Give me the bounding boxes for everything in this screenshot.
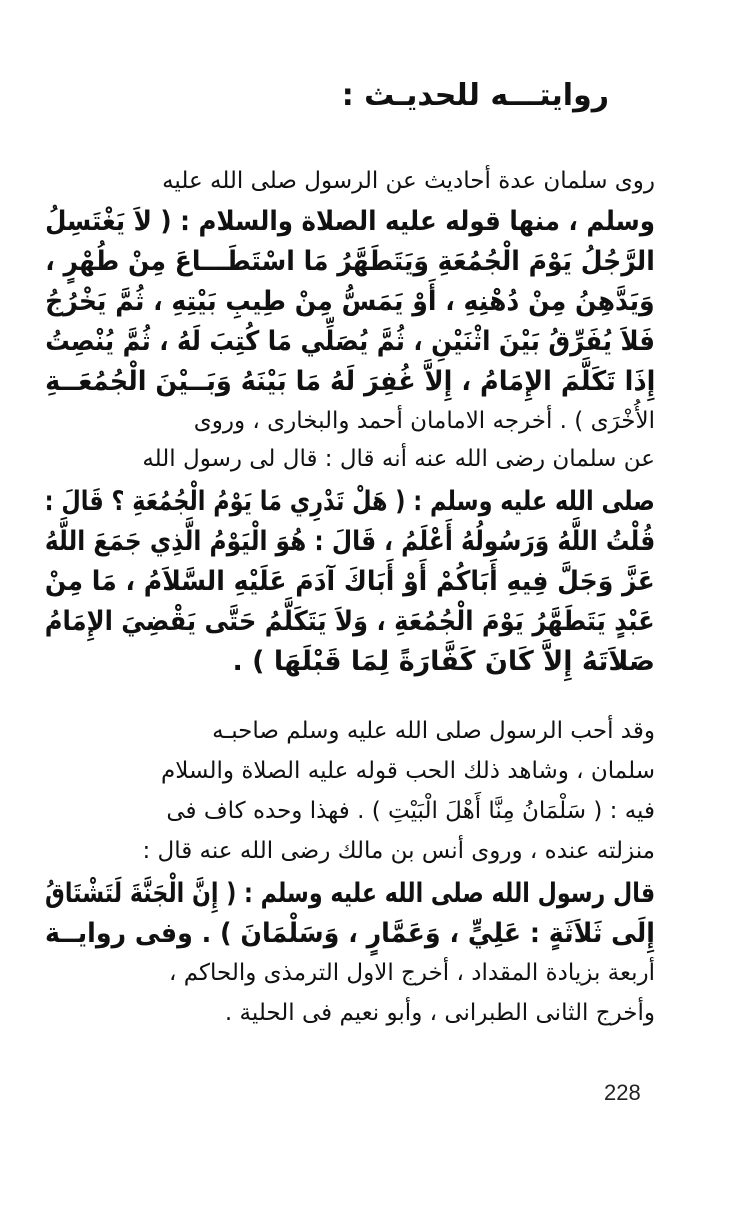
hadith-quote-line: وسلم ، منها قوله عليه الصلاة والسلام : ( لاَ يَغْتَسِلُ — [45, 206, 655, 237]
body-text-line: عن سلمان رضى الله عنه أنه قال : قال لى رسول الله — [142, 446, 655, 472]
hadith-quote-line: صلى الله عليه وسلم : ( هَلْ تَدْرِي مَا يَوْمُ الْجُمُعَةِ ؟ قَالَ : — [44, 486, 655, 517]
body-text-line: وأخرج الثانى الطبرانى ، وأبو نعيم فى الحلية . — [224, 1000, 655, 1026]
page-number: 228 — [604, 1080, 641, 1105]
hadith-quote-line: صَلاَتَهُ إِلاَّ كَانَ كَفَّارَةً لِمَا قَبْلَهَا ) . — [232, 646, 655, 677]
body-text-line: وقد أحب الرسول صلى الله عليه وسلم صاحبـه — [212, 718, 655, 744]
body-text-line: سلمان ، وشاهد ذلك الحب قوله عليه الصلاة والسلام — [161, 758, 655, 784]
hadith-quote-line: إِلَى ثَلاَثَةٍ : عَلِيٍّ ، وَعَمَّارٍ ، وَسَلْمَانَ ) . وفى روايــة — [45, 918, 655, 949]
body-text-line: أربعة بزيادة المقداد ، أخرج الاول الترمذى والحاكم ، — [169, 960, 655, 986]
hadith-quote-line: قُلْتُ اللَّهُ وَرَسُولُهُ أَعْلَمُ ، قَالَ : هُوَ الْيَوْمُ الَّذِي جَمَعَ اللَّهُ — [44, 526, 655, 557]
hadith-quote-line: قال رسول الله صلى الله عليه وسلم : ( إِنَّ الْجَنَّةَ لَتَشْتَاقُ — [44, 878, 655, 909]
hadith-quote-line: الرَّجُلُ يَوْمَ الْجُمُعَةِ وَيَتَطَهَّرُ مَا اسْتَطَـــاعَ مِنْ طُهْرٍ ، — [45, 246, 655, 277]
hadith-quote-line: إِذَا تَكَلَّمَ الإِمَامُ ، إِلاَّ غُفِرَ لَهُ مَا بَيْنَهُ وَبَــيْنَ الْجُمُعَــةِ — [44, 366, 655, 397]
hadith-quote-line: فَلاَ يُفَرِّقُ بَيْنَ اثْنَيْنِ ، ثُمَّ يُصَلِّي مَا كُتِبَ لَهُ ، ثُمَّ يُنْصِتُ — [45, 326, 655, 357]
body-text-line: منزلته عنده ، وروى أنس بن مالك رضى الله عنه قال : — [142, 838, 655, 864]
body-text-line: الأُخْرَى ) . أخرجه الامامان أحمد والبخارى ، وروى — [193, 408, 655, 434]
section-heading: روايتـــه للحديـث : — [341, 78, 609, 113]
hadith-quote-line: عَزَّ وَجَلَّ فِيهِ أَبَاكُمْ أَوْ أَبَاكَ آدَمَ عَلَيْهِ السَّلاَمُ ، مَا مِنْ — [45, 566, 655, 597]
hadith-quote-line: وَيَدَّهِنُ مِنْ دُهْنِهِ ، أَوْ يَمَسُّ مِنْ طِيبِ بَيْتِهِ ، ثُمَّ يَخْرُجُ — [45, 286, 655, 317]
body-text-line: روى سلمان عدة أحاديث عن الرسول صلى الله عليه — [162, 168, 655, 194]
body-text-line: فيه : ( سَلْمَانُ مِنَّا أَهْلَ الْبَيْتِ ) . فهذا وحده كاف فى — [166, 798, 655, 824]
hadith-quote-line: عَبْدٍ يَتَطَهَّرُ يَوْمَ الْجُمُعَةِ ، وَلاَ يَتَكَلَّمُ حَتَّى يَقْضِيَ الإِمَامُ — [45, 606, 655, 637]
